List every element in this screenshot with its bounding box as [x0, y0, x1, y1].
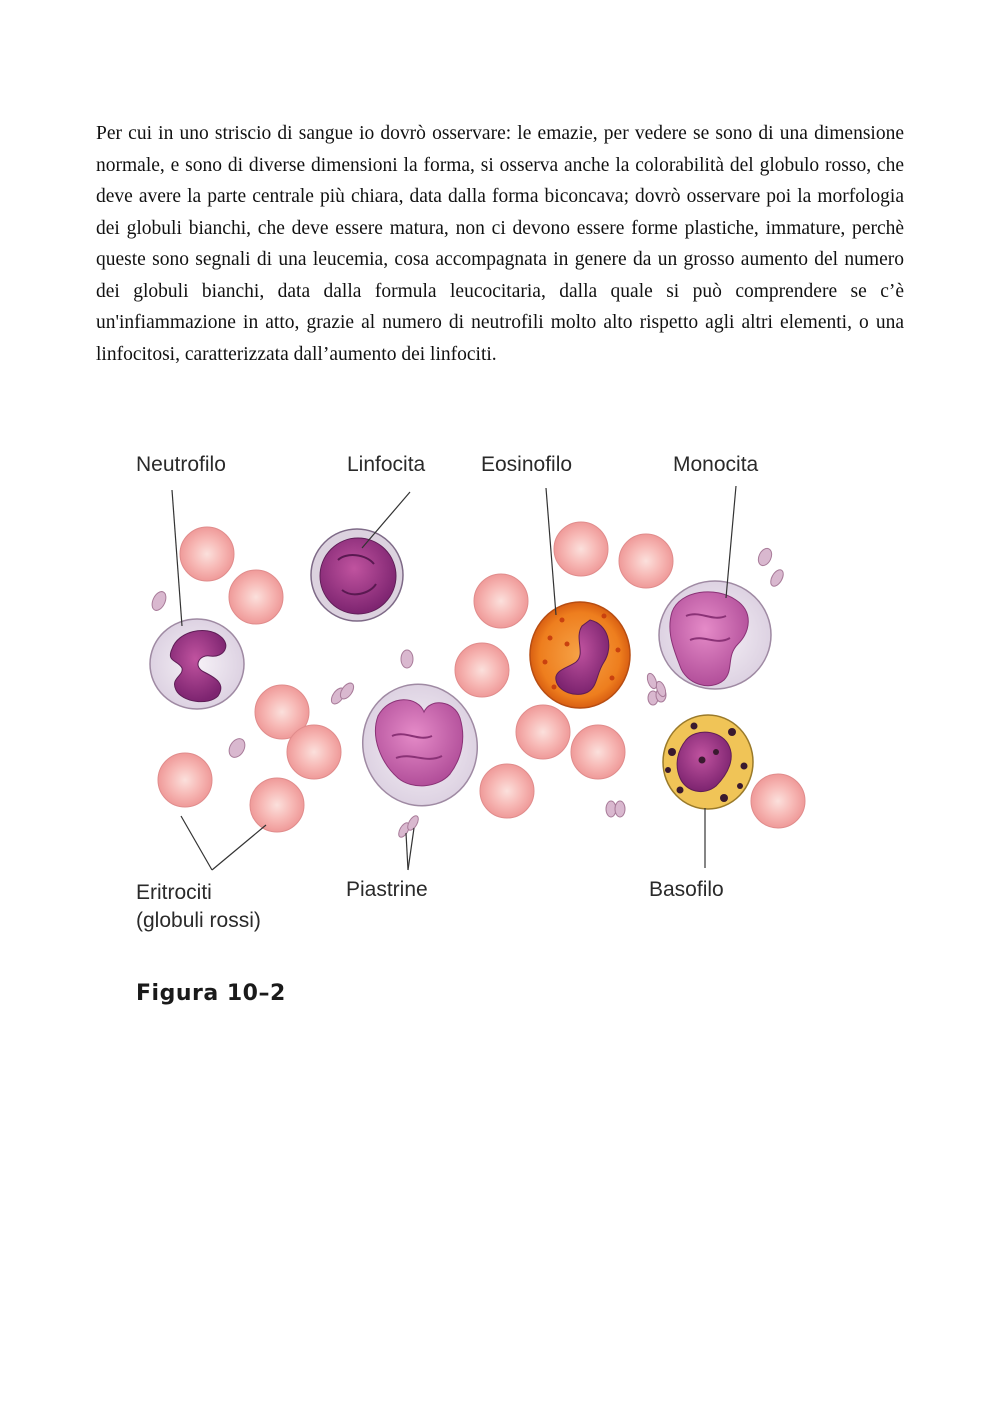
lymphocyte-cell	[311, 529, 403, 621]
label-basofilo: Basofilo	[649, 878, 724, 901]
monocyte-cell	[659, 581, 771, 689]
label-eritrociti-line1: Eritrociti	[136, 881, 212, 904]
label-eosinofilo: Eosinofilo	[481, 453, 573, 476]
blood-smear-figure	[120, 440, 840, 1020]
label-neutrofilo: Neutrofilo	[136, 453, 226, 476]
label-linfocita: Linfocita	[347, 453, 426, 476]
neutrophil-cell	[150, 619, 244, 709]
label-eritrociti-line2: (globuli rossi)	[136, 909, 261, 932]
basophil-cell	[663, 715, 753, 809]
body-paragraph: Per cui in uno striscio di sangue io dovrò osservare: le emazie, per vedere se sono di una dimensione normale, e sono di diverse dimensioni la forma, si osserva anche la colorabilità del globulo rosso, che deve avere la parte centrale più chiara, data dalla forma biconcava; dovrò osservare poi la morfologia dei globuli bianchi, che deve essere matura, non ci devono essere forme plastiche, immature, perchè queste sono segnali di una leucemia, cosa accompagnata in genere da un grosso aumento del numero dei globuli bianchi, data dalla formula leucocitaria, dalla quale si può comprendere se c’è un'infiammazione in atto, grazie al numero di neutrofili molto alto rispetto agli altri elementi, o una linfocitosi, caratterizzata dall’aumento dei linfociti.	[96, 123, 904, 365]
eosinophil-cell	[530, 602, 630, 708]
label-monocita: Monocita	[673, 453, 759, 476]
figure-caption: Figura 10–2	[136, 981, 286, 1006]
label-piastrine: Piastrine	[346, 878, 428, 901]
